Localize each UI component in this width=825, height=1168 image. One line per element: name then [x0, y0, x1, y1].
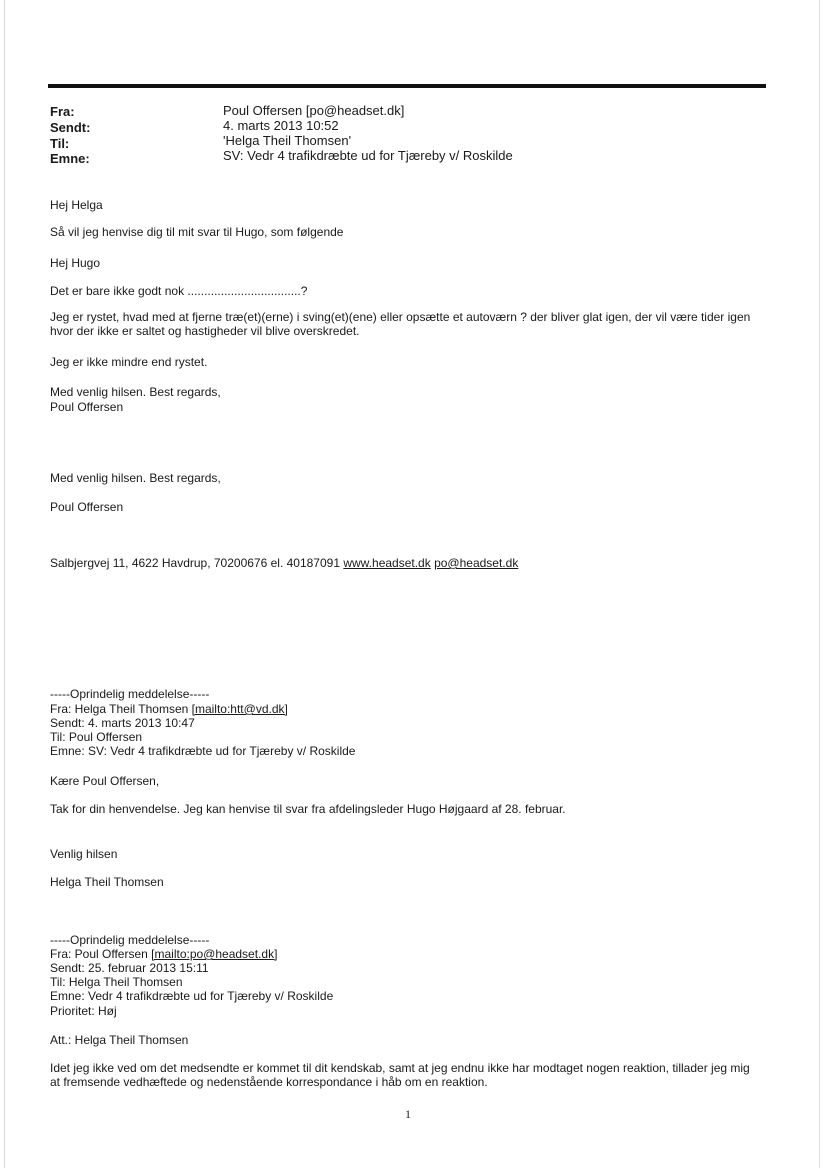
- quote2-paragraph: Idet jeg ikke ved om det medsendte er kommet til dit kendskab, samt at jeg endnu ikke har modtaget nogen reaktion, tillader jeg mig at fremsende vedhæftede og nedenstående korrespondance i håb om en reaktion.: [50, 1061, 750, 1089]
- quote2-priority: Prioritet: Høj: [50, 1004, 117, 1018]
- quote1-signature: Helga Theil Thomsen: [50, 875, 164, 889]
- quote1-mailto-link[interactable]: [mailto:htt@vd.dk]: [191, 702, 288, 716]
- quote2-mailto-link[interactable]: [mailto:po@headset.dk]: [151, 947, 278, 961]
- address-line: [50, 556, 518, 570]
- scan-edge-right: [819, 0, 820, 1168]
- from-value: Poul Offersen [po@headset.dk]: [223, 103, 405, 118]
- quote2-att: Att.: Helga Theil Thomsen: [50, 1033, 189, 1047]
- shocked-paragraph: Jeg er rystet, hvad med at fjerne træ(et)(erne) i sving(et)(ene) eller opsætte et autoværn ? der bliver glat igen, der vil være tider igen hvor der ikke er saltet og hastigheder vil blive overskredet.: [50, 310, 751, 338]
- scan-edge-left: [4, 0, 5, 1168]
- sent-value: 4. marts 2013 10:52: [223, 118, 339, 133]
- signature-name-1: Poul Offersen: [50, 400, 124, 414]
- greeting-hugo: Hej Hugo: [50, 256, 101, 270]
- quote1-separator: -----Oprindelig meddelelse-----: [50, 687, 210, 701]
- quote2-separator: -----Oprindelig meddelelse-----: [50, 933, 210, 947]
- from-label: Fra:: [50, 104, 75, 119]
- quote2-from-text: Fra: Poul Offersen: [50, 947, 152, 961]
- regards-line-1: Med venlig hilsen. Best regards,: [50, 385, 221, 399]
- quote1-subject: Emne: SV: Vedr 4 trafikdræbte ud for Tjæreby v/ Roskilde: [50, 744, 356, 758]
- to-value: 'Helga Theil Thomsen': [223, 133, 352, 148]
- still-shocked-line: Jeg er ikke mindre end rystet.: [50, 355, 208, 369]
- not-good-line: Det er bare ikke godt nok ..................................?: [50, 284, 308, 298]
- quote2-to: Til: Helga Theil Thomsen: [50, 975, 183, 989]
- quote2-subject: Emne: Vedr 4 trafikdræbte ud for Tjæreby v/ Roskilde: [50, 989, 334, 1003]
- subject-label: Emne:: [50, 151, 90, 166]
- quote2-sent: Sendt: 25. februar 2013 15:11: [50, 961, 209, 975]
- page-number: 1: [405, 1107, 411, 1121]
- sent-label: Sendt:: [50, 120, 91, 135]
- quote1-sent: Sendt: 4. marts 2013 10:47: [50, 716, 195, 730]
- greeting: Hej Helga: [50, 198, 103, 212]
- website-link[interactable]: www.headset.dk: [343, 556, 431, 570]
- quote2-from: [50, 947, 277, 961]
- quote1-closing: Venlig hilsen: [50, 847, 118, 861]
- quote1-salutation: Kære Poul Offersen,: [50, 774, 160, 788]
- header-rule: [48, 84, 766, 88]
- signature-name-2: Poul Offersen: [50, 500, 124, 514]
- quote1-from: [50, 702, 288, 716]
- to-label: Til:: [50, 136, 70, 151]
- email-link[interactable]: po@headset.dk: [434, 556, 519, 570]
- quote1-from-text: Fra: Helga Theil Thomsen: [50, 702, 192, 716]
- refer-line: Så vil jeg henvise dig til mit svar til Hugo, som følgende: [50, 225, 344, 239]
- quote1-to: Til: Poul Offersen: [50, 730, 143, 744]
- quote1-thanks: Tak for din henvendelse. Jeg kan henvise til svar fra afdelingsleder Hugo Højgaard af 28. februar.: [50, 802, 566, 816]
- address-text: Salbjergvej 11, 4622 Havdrup, 70200676 el. 40187091: [50, 556, 344, 570]
- regards-line-2: Med venlig hilsen. Best regards,: [50, 471, 221, 485]
- subject-value: SV: Vedr 4 trafikdræbte ud for Tjæreby v/ Roskilde: [223, 148, 513, 163]
